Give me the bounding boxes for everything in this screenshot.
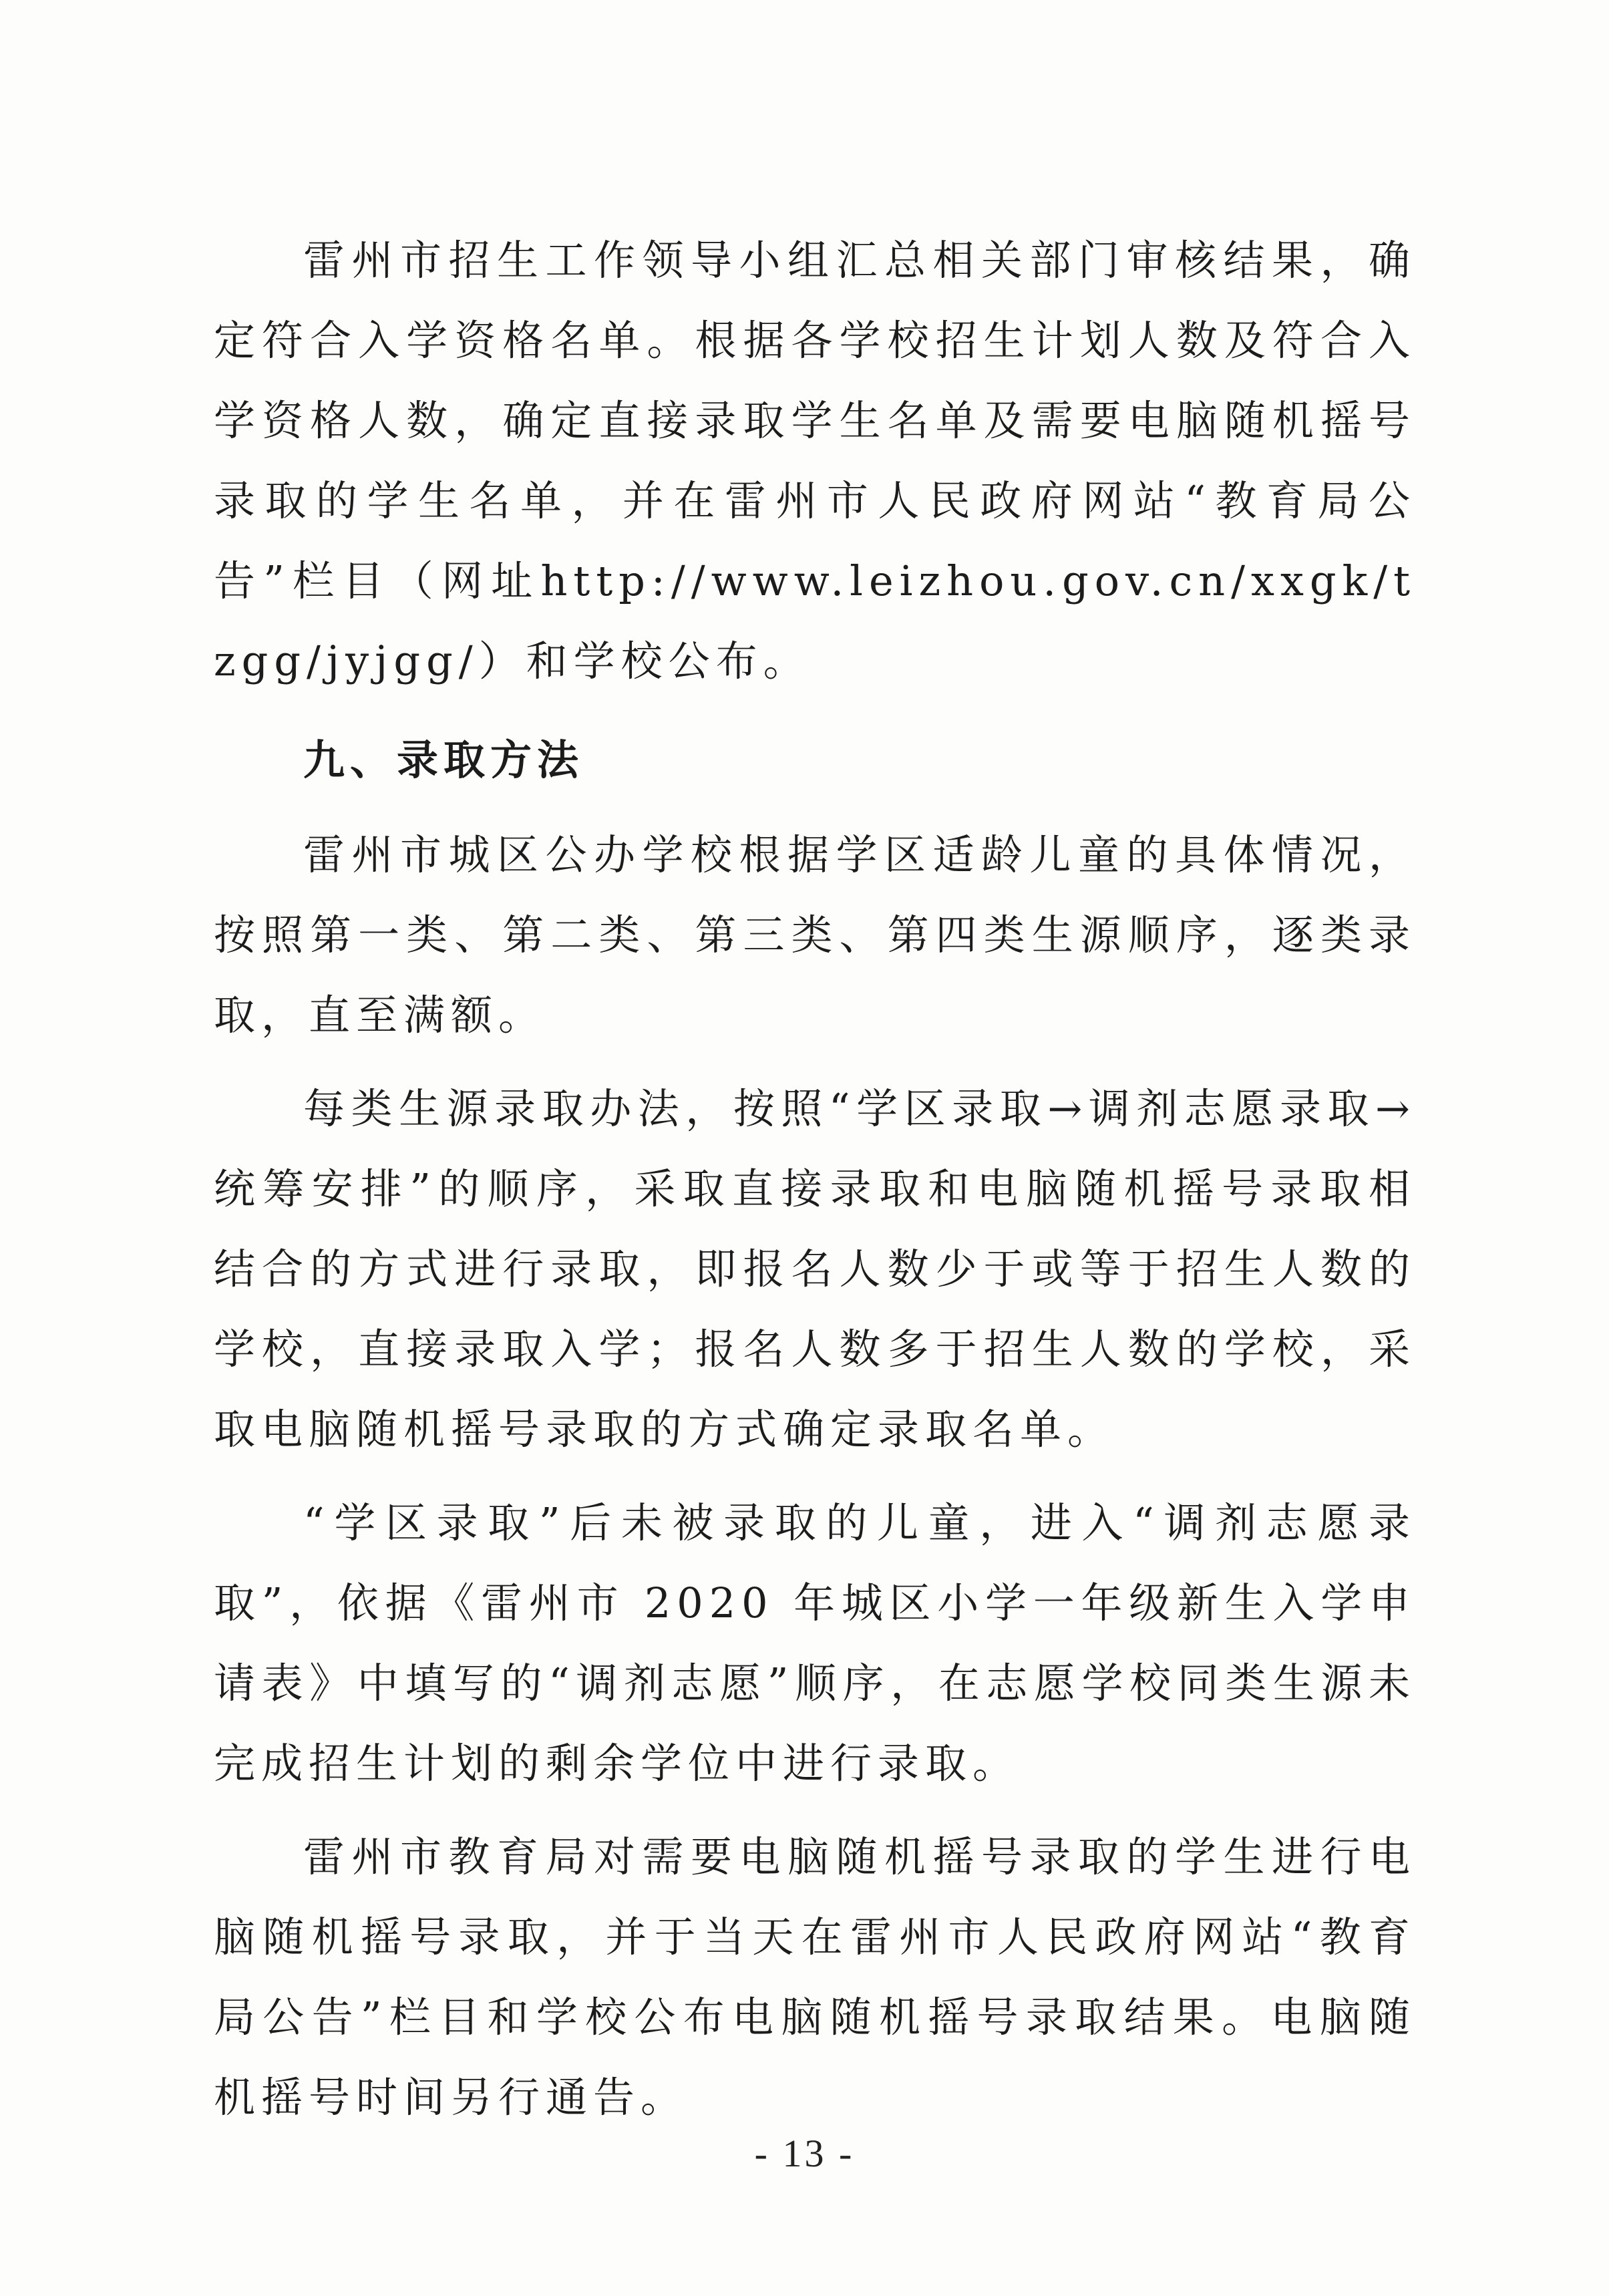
document-body [214, 220, 1416, 2151]
page-number: - 13 - [754, 2132, 855, 2175]
paragraph-admission-order: 雷州市城区公办学校根据学区适龄儿童的具体情况，按照第一类、第二类、第三类、第四类生源顺序，逐类录取，直至满额。 [214, 830, 1416, 1039]
paragraph-adjustment-preference: “学区录取”后未被录取的儿童，进入“调剂志愿录取”，依据《雷州市 2020 年城区小学一年级新生入学申请表》中填写的“调剂志愿”顺序，在志愿学校同类生源未完成招生计划的剩余学位中进行录取。 [214, 1498, 1416, 1788]
paragraph-lottery-announcement: 雷州市教育局对需要电脑随机摇号录取的学生进行电脑随机摇号录取，并于当天在雷州市人民政府网站“教育局公告”栏目和学校公布电脑随机摇号录取结果。电脑随机摇号时间另行通告。 [214, 1832, 1416, 2122]
paragraph-admission-procedure: 每类生源录取办法，按照“学区录取→调剂志愿录取→统筹安排”的顺序，采取直接录取和电脑随机摇号录取相结合的方式进行录取，即报名人数少于或等于招生人数的学校，直接录取入学；报名人数多于招生人数的学校，采取电脑随机摇号录取的方式确定录取名单。 [214, 1084, 1416, 1454]
section-heading-admission-method: 九、录取方法 [303, 735, 584, 784]
paragraph-admission-list: 雷州市招生工作领导小组汇总相关部门审核结果，确定符合入学资格名单。根据各学校招生计划人数及符合入学资格人数，确定直接录取学生名单及需要电脑随机摇号录取的学生名单，并在雷州市人民政府网站“教育局公告”栏目（网址http://www.leizhou.gov.cn/xxgk/tzgg/jyjgg/）和学校公布。 [214, 236, 1416, 685]
